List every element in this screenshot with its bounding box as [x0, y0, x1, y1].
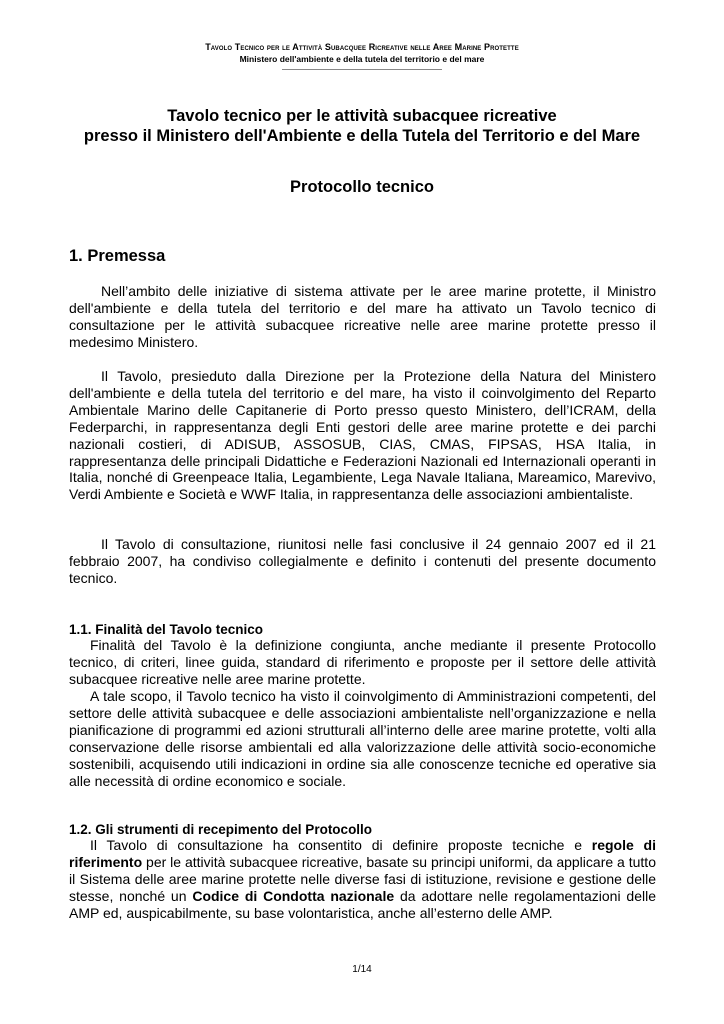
- section-heading-premessa: 1. Premessa: [69, 247, 166, 265]
- section-heading-strumenti: 1.2. Gli strumenti di recepimento del Protocollo: [69, 822, 373, 837]
- document-title: [0, 106, 724, 146]
- strumenti-text-e: da adottare nelle regolamentazioni delle AMP ed, auspicabilmente, su base volontaristica, anche all’esterno delle AMP.: [69, 887, 656, 921]
- premessa-paragraph-3: Il Tavolo di consultazione, riunitosi nelle fasi conclusive il 24 gennaio 2007 ed il 21 febbraio 2007, ha condiviso collegialmente e definito i contenuti del presente documento tecnico.: [69, 536, 656, 586]
- header-ministry: Ministero dell'ambiente e della tutela del territorio e del mare: [239, 54, 485, 64]
- running-header: [0, 41, 724, 70]
- section-heading-finalita: 1.1. Finalità del Tavolo tecnico: [69, 622, 264, 637]
- document-subtitle: Protocollo tecnico: [290, 178, 434, 196]
- header-title: Tavolo Tecnico per le Attività Subacquee Ricreative nelle Aree Marine Protette: [205, 42, 519, 52]
- title-line-2: presso il Ministero dell'Ambiente e della Tutela del Territorio e del Mare: [83, 127, 641, 145]
- strumenti-text-a: Il Tavolo di consultazione ha consentito di definire proposte tecniche e: [90, 837, 592, 853]
- header-divider: [282, 69, 442, 70]
- premessa-paragraph-2: Il Tavolo, presieduto dalla Direzione per la Protezione della Natura del Ministero dell'ambiente e della tutela del territorio e del mare, ha visto il coinvolgimento del Reparto Ambientale Marino delle Capitanerie di Porto presso questo Ministero, dell’ICRAM, della Federparchi, in rappresentanza degli Enti gestori delle aree marine protette e dei parchi nazionali costieri, di ADISUB, ASSOSUB, CIAS, CMAS, FIPSAS, HSA Italia, in rappresentanza delle principali Didattiche e Federazioni Nazionali ed Internazionali operanti in Italia, nonché di Greenpeace Italia, Legambiente, Lega Navale Italiana, Mareamico, Marevivo, Verdi Ambiente e Società e WWF Italia, in rappresentanza delle associazioni ambientaliste.: [69, 368, 656, 503]
- strumenti-paragraph-1: [69, 837, 656, 922]
- page-number: 1/14: [352, 964, 372, 975]
- strumenti-bold-codice: Codice di Condotta nazionale: [192, 887, 395, 904]
- premessa-paragraph-1: Nell’ambito delle iniziative di sistema attivate per le aree marine protette, il Ministro dell'ambiente e della tutela del territorio e del mare ha attivato un Tavolo tecnico di consultazione per le attività subacquee ricreative nelle aree marine protette presso il medesimo Ministero.: [69, 283, 656, 350]
- strumenti-bold-regole: regole di riferimento: [69, 837, 656, 870]
- finalita-paragraph-1: Finalità del Tavolo è la definizione congiunta, anche mediante il presente Protocollo tecnico, di criteri, linee guida, standard di riferimento e proposte per il settore delle attività subacquee ricreative nelle aree marine protette.: [69, 637, 656, 687]
- strumenti-text-c: per le attività subacquee ricreative, basate su principi uniformi, da applicare a tutto il Sistema delle aree marine protette nelle diverse fasi di istituzione, revisione e gestione delle stesse, nonché un: [69, 853, 656, 904]
- title-line-1: Tavolo tecnico per le attività subacquee ricreative: [167, 107, 557, 125]
- finalita-paragraph-2: A tale scopo, il Tavolo tecnico ha visto il coinvolgimento di Amministrazioni competenti, del settore delle attività subacquee e delle associazioni ambientaliste nell’organizzazione e nella pianificazione di programmi ed azioni strutturali all’interno delle aree marine protette, volti alla conservazione delle risorse ambientali ed alla valorizzazione delle attività socio-economiche sostenibili, acquisendo utili indicazioni in ordine sia alle conoscenze tecniche ed operative sia alle necessità di ordine economico e sociale.: [69, 688, 656, 789]
